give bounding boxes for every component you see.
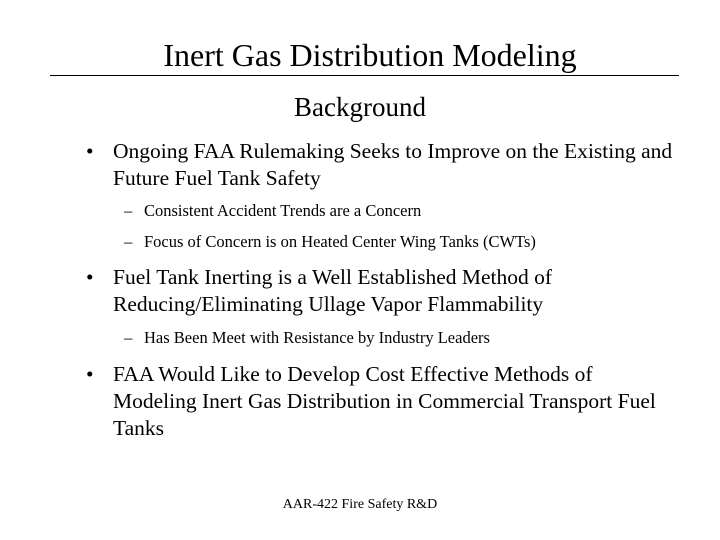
bullet-item-2 [86, 264, 676, 318]
bullet-item-3 [86, 361, 676, 442]
dash-marker: – [124, 201, 133, 220]
sub-bullet-text: Has Been Meet with Resistance by Industry Leaders [144, 328, 490, 347]
slide-title: Inert Gas Distribution Modeling [163, 37, 577, 73]
bullet-marker: • [86, 139, 94, 163]
sub-bullet-item [124, 231, 684, 253]
sub-bullet-item [124, 327, 684, 349]
bullet-marker: • [86, 265, 94, 289]
slide-footer: AAR-422 Fire Safety R&D [282, 497, 438, 512]
bullet-marker: • [86, 362, 94, 386]
title-divider [50, 75, 679, 76]
bullet-item-1 [86, 138, 676, 192]
slide-subtitle: Background [294, 92, 426, 122]
bullet-text: Ongoing FAA Rulemaking Seeks to Improve on the Existing and Future Fuel Tank Safety [113, 139, 673, 190]
sub-bullet-text: Focus of Concern is on Heated Center Wing Tanks (CWTs) [144, 232, 536, 251]
bullet-text: Fuel Tank Inerting is a Well Established Method of Reducing/Eliminating Ullage Vapor Flammability [113, 265, 553, 316]
dash-marker: – [124, 232, 133, 251]
sub-bullet-text: Consistent Accident Trends are a Concern [144, 201, 422, 220]
sub-bullet-item [124, 200, 684, 222]
bullet-text: FAA Would Like to Develop Cost Effective Methods of Modeling Inert Gas Distribution in Commercial Transport Fuel Tanks [113, 362, 656, 440]
dash-marker: – [124, 328, 133, 347]
